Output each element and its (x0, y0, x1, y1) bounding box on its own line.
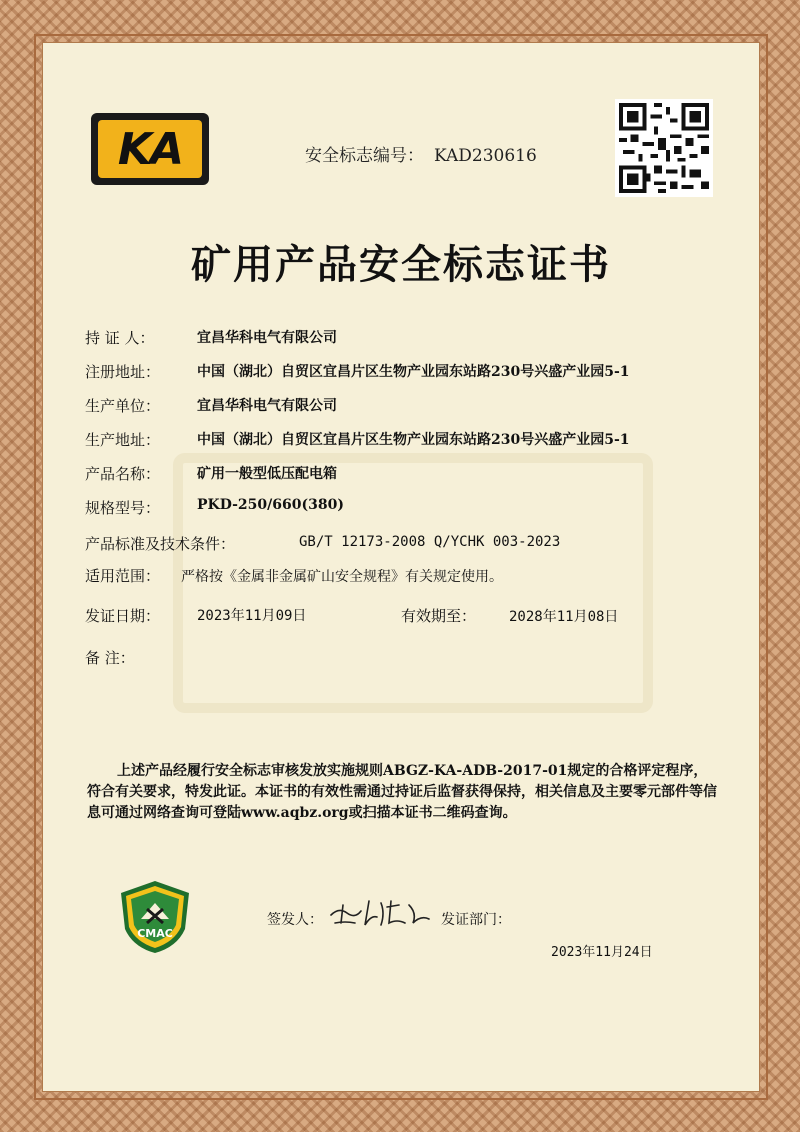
cmac-badge (117, 879, 193, 955)
prod-address-value: 中国（湖北）自贸区宜昌片区生物产业园东站路230号兴盛产业园5-1 (197, 432, 630, 448)
qr-code (615, 99, 713, 197)
scope-label: 适用范围： (85, 567, 161, 585)
reg-address-label: 注册地址： (85, 363, 161, 381)
signature (325, 893, 445, 933)
valid-until-row (401, 605, 476, 626)
prod-address-label: 生产地址： (85, 431, 161, 449)
signer-label: 签发人： (267, 912, 323, 928)
scope-value: 严格按《金属非金属矿山安全规程》有关规定使用。 (181, 569, 503, 585)
holder-value: 宜昌华科电气有限公司 (197, 330, 337, 346)
valid-until-label: 有效期至： (401, 607, 477, 625)
holder-row (85, 327, 337, 348)
sign-date: 2023年11月24日 (551, 945, 653, 960)
standard-label: 产品标准及技术条件： (85, 535, 236, 553)
certificate-title: 矿用产品安全标志证书 (191, 241, 611, 288)
remarks-label: 备 注： (85, 649, 135, 667)
reg-address-row (85, 361, 630, 382)
prod-address-row (85, 429, 630, 450)
product-name-value: 矿用一般型低压配电箱 (197, 466, 337, 482)
scope-row (85, 565, 160, 586)
model-row (85, 497, 344, 518)
valid-until-value: 2028年11月08日 (509, 609, 619, 625)
remarks-row (85, 647, 135, 668)
product-name-row (85, 463, 337, 484)
producer-label: 生产单位： (85, 397, 161, 415)
model-label: 规格型号： (85, 499, 161, 517)
serial-value: KAD230616 (434, 146, 537, 166)
standard-value: GB/T 12173-2008 Q/YCHK 003-2023 (299, 534, 561, 550)
serial-label: 安全标志编号： (305, 146, 424, 166)
cmac-text: CMAC (137, 927, 173, 940)
holder-label: 持 证 人： (85, 329, 155, 347)
issue-date-label: 发证日期： (85, 607, 161, 625)
certificate-paper (42, 42, 760, 1092)
product-name-label: 产品名称： (85, 465, 161, 483)
dept-label: 发证部门： (441, 912, 511, 928)
model-value: PKD-250/660(380) (197, 497, 344, 513)
producer-value: 宜昌华科电气有限公司 (197, 398, 337, 414)
issue-date-value: 2023年11月09日 (197, 608, 307, 624)
certification-note: 上述产品经履行安全标志审核发放实施规则ABGZ-KA-ADB-2017-01规定的合格评定程序，符合有关要求，特发此证。本证书的有效性需通过持证后监督获得保持，相关信息及主要零元部件等信息可通过网络查询可登陆www.aqbz.org或扫描本证书二维码查询。 (87, 763, 717, 821)
reg-address-value: 中国（湖北）自贸区宜昌片区生物产业园东站路230号兴盛产业园5-1 (197, 364, 630, 380)
standard-row (85, 533, 235, 554)
issue-date-row (85, 605, 307, 626)
ka-logo (91, 113, 209, 185)
producer-row (85, 395, 337, 416)
ka-logo-text: KA (98, 120, 202, 178)
serial-number (305, 141, 537, 166)
